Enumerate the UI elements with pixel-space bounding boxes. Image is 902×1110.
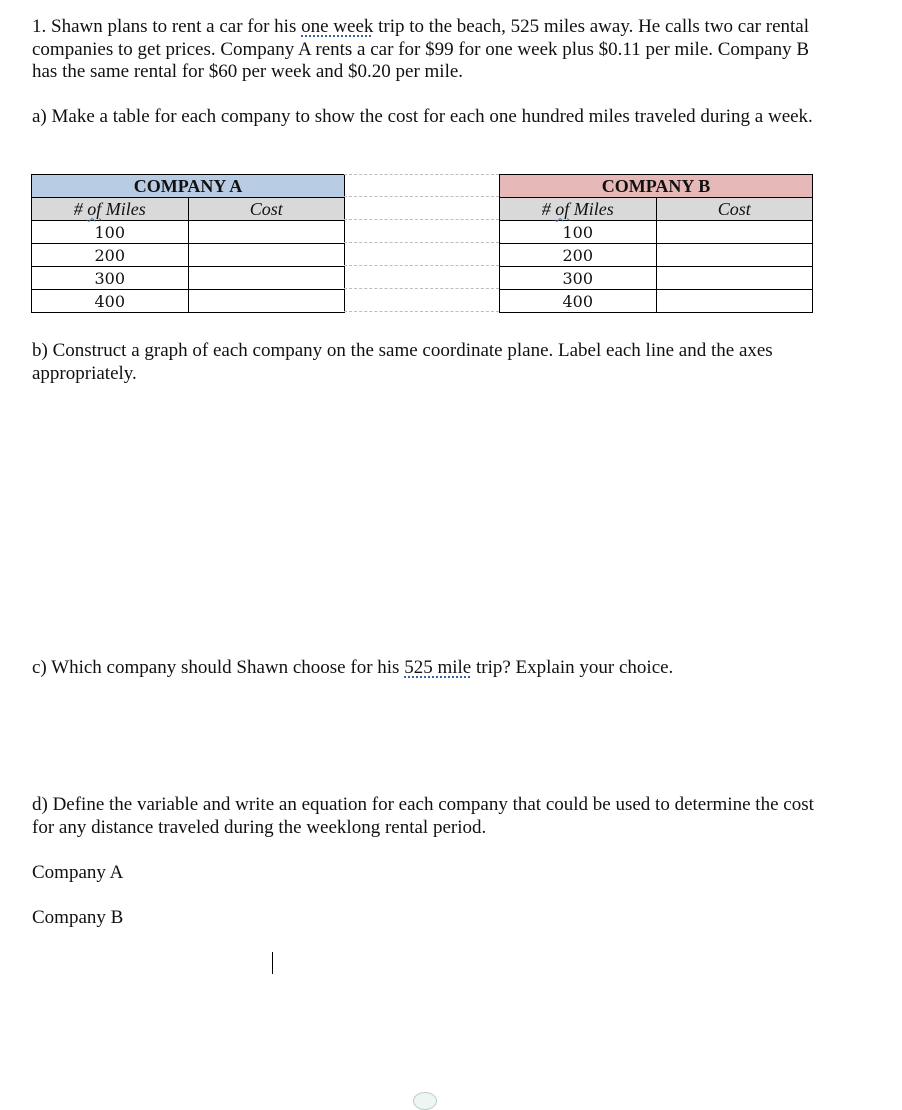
text-cursor (272, 952, 273, 974)
company-a-equation-label: Company A (32, 862, 124, 883)
miles-word: Miles (101, 198, 146, 219)
miles-of: of (87, 198, 102, 219)
table-row (32, 244, 345, 267)
miles-cell: 300 (500, 267, 657, 290)
cost-cell[interactable] (188, 221, 345, 244)
miles-cell: 400 (500, 290, 657, 313)
table-gap-gridlines (344, 174, 499, 316)
company-a-miles-header (32, 198, 189, 221)
miles-cell: 100 (500, 221, 657, 244)
miles-cell: 200 (500, 244, 657, 267)
company-b-miles-header (500, 198, 657, 221)
table-row (500, 221, 813, 244)
page-marker-icon (413, 1092, 437, 1110)
company-b-title: COMPANY B (500, 175, 813, 198)
company-b-table (499, 174, 813, 313)
table-row (32, 221, 345, 244)
miles-of: of (555, 198, 570, 219)
part-b-prompt: b) Construct a graph of each company on the same coordinate plane. Label each line and the axes appropriately. (32, 340, 773, 384)
table-row (500, 244, 813, 267)
miles-cell: 100 (32, 221, 189, 244)
question-intro (32, 16, 832, 84)
part-d-prompt: d) Define the variable and write an equation for each company that could be used to determine the cost for any distance traveled during the weeklong rental period. (32, 794, 814, 838)
miles-hash: # (541, 198, 556, 219)
company-a-cost-header: Cost (188, 198, 345, 221)
table-row (32, 267, 345, 290)
miles-hash: # (73, 198, 88, 219)
part-c-prompt (32, 657, 832, 680)
miles-cell: 200 (32, 244, 189, 267)
table-row (500, 290, 813, 313)
table-row (500, 267, 813, 290)
intro-underlined-phrase: one week (301, 16, 374, 37)
part-c-post: trip? Explain your choice. (475, 657, 674, 678)
miles-cell: 400 (32, 290, 189, 313)
company-b-equation-label: Company B (32, 907, 124, 928)
question-number: 1. (32, 16, 47, 37)
intro-text-pre: Shawn plans to rent a car for his (51, 16, 297, 37)
cost-cell[interactable] (656, 290, 813, 313)
company-b-cost-header: Cost (656, 198, 813, 221)
cost-cell[interactable] (656, 221, 813, 244)
intro-text-post: trip to the beach, 525 miles away. He calls two car rental companies to get prices. Company A rents a car for $99 for one week plus $0.11 per mile. Company B has the same rental for $60 per week and $0.20 per mile. (32, 16, 810, 82)
company-a-title: COMPANY A (32, 175, 345, 198)
part-c-pre: c) Which company should Shawn choose for his (32, 657, 400, 678)
miles-word: Miles (569, 198, 614, 219)
cost-cell[interactable] (656, 244, 813, 267)
company-a-table (31, 174, 345, 313)
cost-cell[interactable] (188, 244, 345, 267)
table-row (32, 290, 345, 313)
part-a-prompt: a) Make a table for each company to show the cost for each one hundred miles traveled during a week. (32, 106, 813, 127)
part-c-underlined: 525 mile (404, 657, 472, 678)
cost-cell[interactable] (656, 267, 813, 290)
cost-cell[interactable] (188, 290, 345, 313)
cost-cell[interactable] (188, 267, 345, 290)
miles-cell: 300 (32, 267, 189, 290)
